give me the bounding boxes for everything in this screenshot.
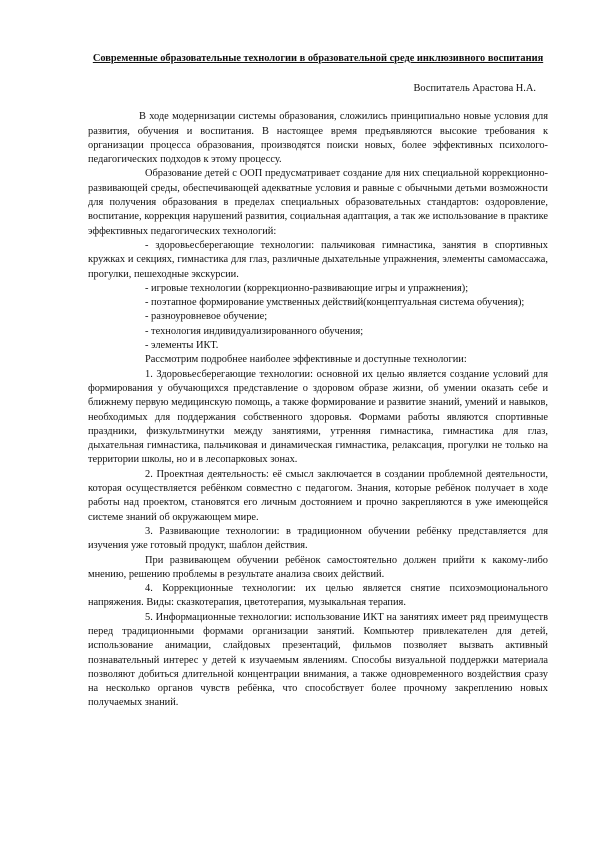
list-item-individual-learning: - технология индивидуализированного обучения; <box>145 325 364 337</box>
paragraph-consider-technologies: Рассмотрим подробнее наиболее эффективные и доступные технологии: <box>145 354 467 366</box>
list-item-game-technologies: - игровые технологии (коррекционно-развивающие игры и упражнения); <box>145 282 469 294</box>
paragraph-health-saving: 1. Здоровьесберегающие технологии: основной их целью является создание условий для формирования у обучающихся представление о здоровом образе жизни, об умении оказать себе и ближнему первую медицинскую помощь, а также формирование и развитие знаний, умений и навыков, необходимых для поддержания собственного здоровья. Формами работы являются спортивные праздники, физкультминутки между занятиями, утренняя гимнастика, гимнастика для глаз, дыхательная гимнастика, пальчиковая и динамическая гимнастика, релаксация, прогулки не только на территории школы, но и в лесопарковых зонах. <box>88 368 548 466</box>
paragraph-developing-learning: При развивающем обучении ребёнок самостоятельно должен прийти к какому-либо мнению, решению проблемы в результате анализа своих действий. <box>88 554 548 580</box>
paragraph-ovz-education: Образование детей с ООП предусматривает создание для них специальной коррекционно-развивающей среды, обеспечивающей адекватные условия и равные с обычными детьми возможности для получения образования в пределах специальных образовательных стандартов: оздоровление, воспитание, коррекция нарушений развития, социальная адаптация, а так же использование в практике эффективных педагогических технологий: <box>88 168 548 237</box>
document-page <box>88 52 548 711</box>
paragraph-information-tech: 5. Информационные технологии: использование ИКТ на занятиях имеет ряд преимуществ перед традиционными формами организации занятий. Компьютер привлекателен для детей, использование анимации, слайдовых презентаций, фильмов позволяет вызвать активный познавательный интерес у детей к изучаемым явлениям. Способы визуальной поддержки материала позволяют добиться длительной концентрации внимания, а также одновременного воздействия сразу на несколько органов чувств ребёнка, что способствует более прочному закреплению новых получаемых знаний. <box>88 611 548 709</box>
author-line: Воспитатель Арастова Н.А. <box>413 83 536 94</box>
paragraph-correction-tech: 4. Коррекционные технологии: их целью является снятие психоэмоционального напряжения. Виды: сказкотерапия, цветотерапия, музыкальная терапия. <box>88 583 548 609</box>
paragraph-intro: В ходе модернизации системы образования, сложились принципиально новые условия для развития, обучения и воспитания. В настоящее время предъявляются высокие требования к организации процесса образования, производятся поиски новых, более эффективных психолого-педагогических подходов к этому процессу. <box>88 111 548 166</box>
paragraph-developing-tech: 3. Развивающие технологии: в традиционном обучении ребёнку представляется для изучения уже готовый продукт, шаблон действия. <box>88 525 548 552</box>
list-item-stepwise-formation: - поэтапное формирование умственных действий(концептуальная система обучения); <box>145 297 525 309</box>
paragraph-project-activity: 2. Проектная деятельность: её смысл заключается в создании проблемной деятельности, которая осуществляется ребёнком совместно с педагогом. Знания, которые ребёнок получает в ходе работы над проектом, становятся его личным достоянием и прочно закрепляются в уже имеющейся системе знаний об окружающем мире. <box>88 468 548 523</box>
list-item-health-technologies: - здоровьесберегающие технологии: пальчиковая гимнастика, занятия в спортивных кружках и секциях, гимнастика для глаз, различные дыхательные упражнения, элементы самомассажа, прогулки, пешеходные экскурсии. <box>88 239 548 280</box>
document-title: Современные образовательные технологии в образовательной среде инклюзивного воспитания <box>92 53 544 64</box>
list-item-multilevel-learning: - разноуровневое обучение; <box>145 311 268 323</box>
list-item-ict-elements: - элементы ИКТ. <box>145 340 219 352</box>
